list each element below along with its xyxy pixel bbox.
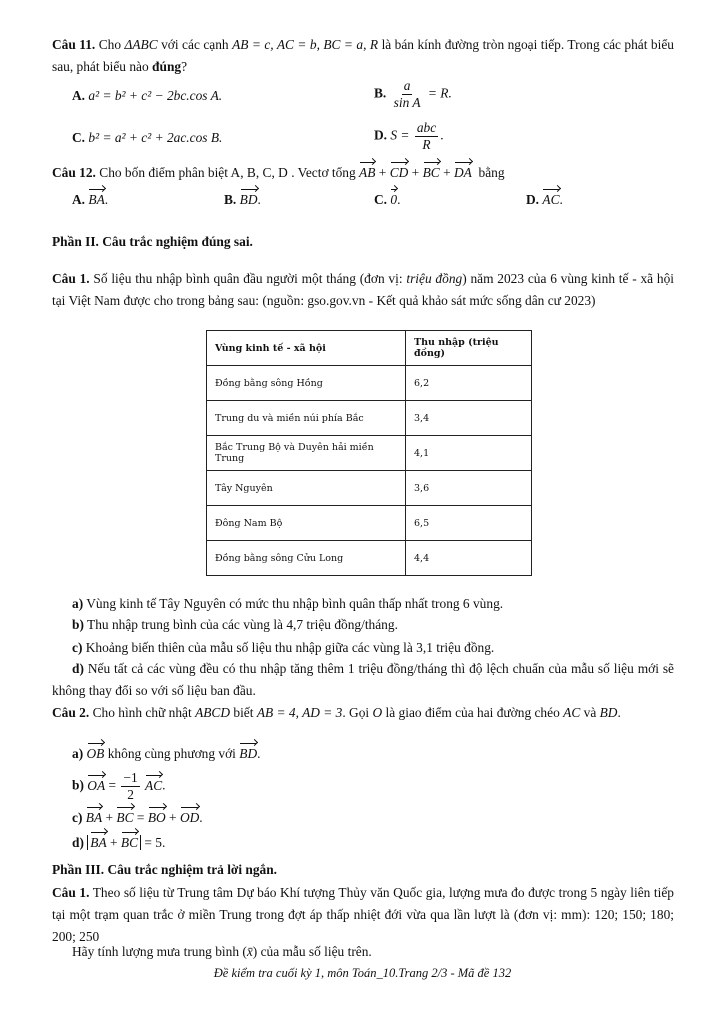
q11-sides: AB = c, AC = b, BC = a [232,37,364,52]
statement-text: không cùng phương với [107,746,236,761]
q12-tail: bằng [478,165,505,180]
option-vector: BD [239,192,258,207]
q12-option-d [526,192,563,208]
q2-period: . [617,705,621,720]
q2-statement-d [72,835,165,851]
table-header-row [207,331,532,366]
q1-text-2: ) năm 2023 của 6 vùng kinh tế - xã hội tại Việt Nam được cho trong bảng sau: (nguồn: gso.gov.vn - Kết quả khảo sát mức sống dân cư 2023) [52,271,674,308]
q11-option-d [374,120,444,153]
part-3-heading-text: Phần III. Câu trắc nghiệm trả lời ngắn. [52,862,278,877]
q11-text-4: các phát biểu sau, phát biểu nào [52,37,674,74]
vector-bc: BC [422,165,440,180]
table-row [207,401,532,436]
statement-label: a) [72,596,84,611]
fraction [415,120,438,153]
table-cell-income: 3,6 [406,471,532,506]
plus-sign: + [378,165,387,180]
plus-sign: + [411,165,420,180]
option-vector: 0 [390,192,398,207]
q2-given: AB = 4, AD = 3 [256,705,343,720]
statement-label: c) [72,810,83,825]
option-label: D. [526,192,540,207]
part-3-heading [52,862,277,878]
table-cell-income: 6,5 [406,506,532,541]
vector-ob: OB [86,746,105,761]
option-label: D. [374,127,388,143]
vector-bd: BD [239,746,258,761]
statement-label: d) [72,835,84,850]
x-bar: x̄ [246,944,253,959]
absolute-value [87,835,141,850]
part3-q1-stem [52,882,674,948]
plus-sign: + [105,810,114,825]
table-row [207,506,532,541]
table-cell-region: Đồng bằng sông Cửu Long [207,541,406,576]
vector-od: OD [179,810,200,825]
vector-ab: AB [359,165,376,180]
option-label: B. [374,85,387,101]
q11-triangle: ΔABC [124,37,158,52]
option-label: A. [72,88,86,103]
vector-da: DA [453,165,472,180]
option-period: . [257,192,261,207]
fraction-denominator: R [422,137,431,152]
statement-c [72,640,494,656]
statement-text: = 5. [144,835,166,850]
q2-statement-c [72,810,203,826]
ask-text-1: Hãy tính lượng mưa trung bình ( [72,944,247,959]
q11-keyword: đúng [152,59,182,74]
statement-text: Nếu tất cả các vùng đều có thu nhập tăng thêm 1 triệu đồng/tháng thì độ lệch chuẩn của mẫu số liệu mới sẽ không thay đổi so với số liệu ban đầu. [52,661,674,698]
q11-option-b [374,78,452,111]
q2-point-o: O [372,705,383,720]
q2-text-3: . Gọi [342,705,370,720]
fraction-numerator: −1 [123,770,138,785]
statement-label: b) [72,617,84,632]
option-text: b² = a² + c² + 2ac.cos B. [88,130,223,145]
q11-text-1: Cho [98,37,122,52]
q11-option-c [72,130,222,146]
plus-sign: + [110,835,118,850]
part-2-heading-text: Phần II. Câu trắc nghiệm đúng sai. [52,234,253,249]
part-2-heading [52,234,253,250]
table-cell-income: 4,4 [406,541,532,576]
q1-text-1: Số liệu thu nhập bình quân đầu người một tháng (đơn vị: [93,271,403,286]
table-cell-region: Bắc Trung Bộ và Duyên hải miền Trung [207,436,406,471]
plus-sign: + [443,165,451,180]
q11-text-3: là bán kính đường tròn ngoại tiếp. Trong [381,37,600,52]
q11-qmark: ? [181,59,188,74]
statement-text: Vùng kinh tế Tây Nguyên có mức thu nhập bình quân thấp nhất trong 6 vùng. [86,596,504,611]
fraction [121,770,139,803]
q2-diag-ac: AC [563,705,581,720]
income-table [206,330,532,576]
q11-text-2: với các cạnh [161,37,229,52]
question-11-label: Câu 11. [52,37,96,52]
page-footer: Đề kiểm tra cuối kỳ 1, môn Toán_10.Trang 2/3 - Mã đề 132 [213,966,512,980]
statement-period: . [199,810,203,825]
option-vector: BA [88,192,105,207]
question-label: Câu 2. [52,705,90,720]
vector-ba: BA [85,810,103,825]
vector-bc: BC [116,810,134,825]
option-label: A. [72,192,86,207]
table-cell-income: 6,2 [406,366,532,401]
q12-option-b [224,192,261,208]
q2-text-4: là giao điểm của hai đường chéo [385,705,560,720]
option-period: . [559,192,563,207]
table-row [207,436,532,471]
fraction-denominator: 2 [127,787,134,802]
statement-label: d) [72,661,84,676]
table-row [207,541,532,576]
part3-q1-ask [72,944,372,960]
option-vector: AC [542,192,560,207]
option-label: C. [72,130,86,145]
fraction [392,78,423,111]
ask-text-2: ) của mẫu số liệu trên. [252,944,372,959]
part2-q1-stem [52,268,674,312]
statement-label: c) [72,640,83,655]
option-text: = R. [427,85,452,101]
question-12-label: Câu 12. [52,165,96,180]
statement-a [72,596,503,612]
vector-ac: AC [145,777,163,793]
table-cell-region: Đông Nam Bộ [207,506,406,541]
question-label: Câu 1. [52,885,90,900]
equals-sign: = [108,777,117,793]
q12-option-c [374,192,400,208]
q2-text-1: Cho hình chữ nhật [92,705,192,720]
table-cell-income: 4,1 [406,436,532,471]
table-cell-region: Đồng bằng sông Hồng [207,366,406,401]
table-cell-income: 3,4 [406,401,532,436]
q2-statement-b [72,770,166,803]
q2-rect: ABCD [195,705,231,720]
statement-d [52,658,674,702]
q11-option-a [72,88,222,104]
option-period: . [397,192,401,207]
option-period: . [104,192,109,207]
vector-bo: BO [147,810,166,825]
option-text: a² = b² + c² − 2bc.cos A. [88,88,223,103]
statement-text: Thu nhập trung bình của các vùng là 4,7 triệu đồng/tháng. [87,617,398,632]
q2-text-5: và [583,705,597,720]
q1-text: Theo số liệu từ Trung tâm Dự báo Khí tượng Thủy văn Quốc gia, lượng mưa đo được trong 5 ngày liên tiếp tại một trạm quan trắc ở miền Trung trong đợt áp thấp nhiệt đới vừa qua lần lượt là (đơn vị: mm): 120; 150; 180; 200; 250 [52,885,674,944]
equals-sign: = [136,810,145,825]
statement-b [72,617,398,633]
table-row [207,471,532,506]
plus-sign: + [169,810,177,825]
statement-period: . [257,746,261,761]
statement-label: a) [72,746,84,761]
vector-oa: OA [87,777,106,793]
table-cell-region: Trung du và miền núi phía Bắc [207,401,406,436]
statement-label: b) [72,777,84,793]
vector-cd: CD [389,165,409,180]
q11-comma: , [363,37,367,52]
question-12-stem [52,165,505,181]
table-header-income: Thu nhập (triệu đồng) [406,331,532,366]
q2-statement-a [72,746,260,762]
part2-q2-stem [52,702,674,724]
option-label: C. [374,192,388,207]
fraction-numerator: a [403,78,411,93]
table-cell-region: Tây Nguyên [207,471,406,506]
option-period: . [440,127,444,143]
question-11-stem [52,34,674,78]
q12-text: Cho bốn điểm phân biệt A, B, C, D . Vectơ tổng [99,165,356,180]
question-label: Câu 1. [52,271,90,286]
q2-diag-bd: BD [599,705,618,720]
fraction-numerator: abc [416,120,437,135]
q11-radius: R [369,37,379,52]
table-row [207,366,532,401]
q2-text-2: biết [233,705,254,720]
statement-text: Khoảng biến thiên của mẫu số liệu thu nhập giữa các vùng là 3,1 triệu đồng. [85,640,495,655]
option-text: S = [390,127,410,143]
vector-bc: BC [120,835,139,850]
fraction-denominator: sin A [393,95,421,110]
q1-unit: triệu đồng [406,271,463,286]
statement-period: . [162,777,166,793]
option-label: B. [224,192,237,207]
table-header-region: Vùng kinh tế - xã hội [207,331,406,366]
q12-option-a [72,192,108,208]
vector-ba: BA [90,835,107,850]
